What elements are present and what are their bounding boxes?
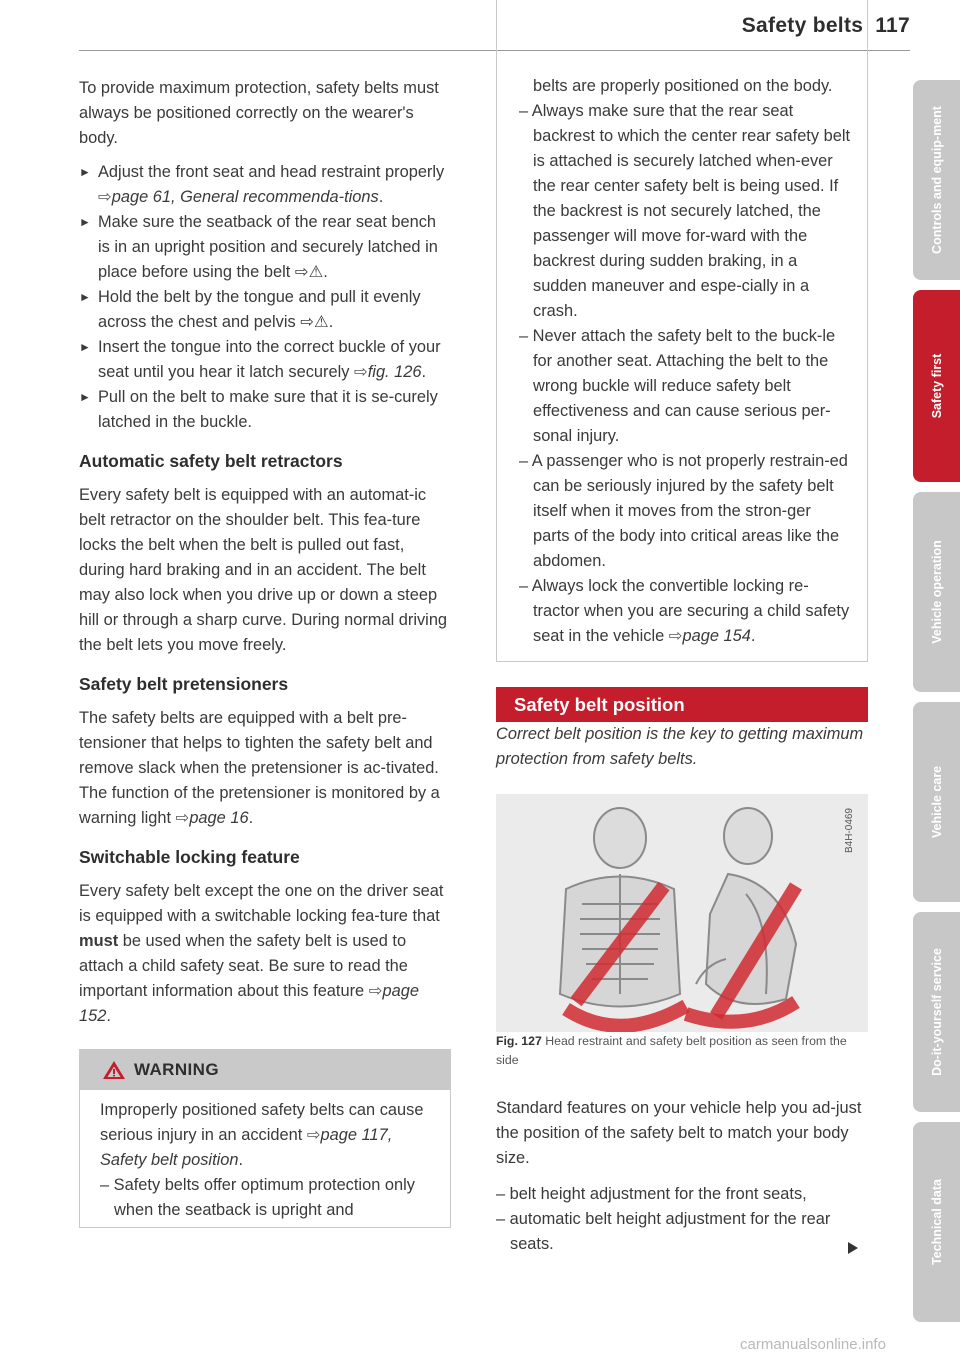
- tab-technical-data[interactable]: Technical data: [913, 1122, 960, 1322]
- triangle-bullet-icon: ►: [79, 165, 91, 179]
- warning-dash-item: – A passenger who is not properly restrain-ed can be seriously injured by the safety belt itself when it moves from the stron-ger parts of the body into critical areas like the abdomen.: [519, 452, 848, 570]
- section-heading-belt-position: Safety belt position: [496, 687, 868, 722]
- figure-caption: Fig. 127 Head restraint and safety belt position as seen from the side: [496, 1034, 847, 1067]
- arrow-icon: ⇨: [175, 809, 190, 827]
- warning-continuation-box: [496, 0, 868, 662]
- heading-retractors: Automatic safety belt retractors: [79, 451, 343, 471]
- tab-vehicle-operation[interactable]: Vehicle operation: [913, 492, 960, 692]
- warning-ref-icon[interactable]: ⚠: [314, 313, 329, 331]
- warning-dash-item: – Always make sure that the rear seat backrest to which the center rear safety belt is attached is securely latched when-ever the rear center safety belt is being used. If the backrest is not securely latched, the passenger will move for-ward with the backrest during sudden braking, in a sudden maneuver and espe-cially in a crash.: [519, 102, 851, 320]
- warning-dash-item: – Always lock the convertible locking re-tractor when you are securing a child safety seat in the vehicle ⇨page 154.: [519, 577, 850, 645]
- watermark: carmanualsonline.info: [740, 1336, 886, 1353]
- list-item: – automatic belt height adjustment for the rear seats.: [496, 1210, 831, 1253]
- triangle-bullet-icon: ►: [79, 340, 91, 354]
- paragraph-pretensioners: The safety belts are equipped with a belt pre-tensioner that helps to tighten the safety belt and remove slack when the pretensioner is ac-tivated. The function of the pretensioner is monitored by a warning light ⇨page 16.: [79, 709, 440, 827]
- left-column: [79, 76, 451, 1228]
- page-link[interactable]: page 16: [189, 809, 249, 827]
- arrow-icon: ⇨: [300, 313, 314, 331]
- warning-header: [80, 1049, 450, 1090]
- tab-vehicle-care[interactable]: Vehicle care: [913, 702, 960, 902]
- tab-controls-and-equipment[interactable]: Controls and equip-ment: [913, 80, 960, 280]
- heading-locking: Switchable locking feature: [79, 847, 300, 867]
- arrow-icon: ⇨: [668, 627, 683, 645]
- arrow-icon: ⇨: [368, 982, 383, 1000]
- right-column: [496, 76, 868, 1257]
- page-link[interactable]: page 154: [682, 627, 751, 645]
- header-section-title: Safety belts: [741, 14, 864, 37]
- list-item: – belt height adjustment for the front seats,: [496, 1185, 807, 1203]
- section-intro: Correct belt position is the key to getting maximum protection from safety belts.: [496, 725, 864, 768]
- belt-position-illustration: [496, 794, 868, 1032]
- bullet-item: ► Make sure the seatback of the rear seat bench is in an upright position and securely latched in place before using the belt ⇨⚠.: [79, 210, 451, 285]
- warning-ref-icon[interactable]: ⚠: [308, 263, 324, 281]
- warning-dash-item: – Safety belts offer optimum protection only when the seatback is upright and: [100, 1176, 415, 1219]
- triangle-bullet-icon: ►: [79, 215, 91, 229]
- figure-id: B4H-0469: [844, 808, 855, 854]
- bullet-item: ► Adjust the front seat and head restraint properly ⇨page 61, General recommenda-tions.: [79, 160, 451, 210]
- heading-pretensioners: Safety belt pretensioners: [79, 674, 289, 694]
- paragraph-retractors: Every safety belt is equipped with an automat-ic belt retractor on the shoulder belt. This fea-ture locks the belt when the belt is pulled out fast, during hard braking and in an accident. The belt may also lock when you drive up or down a steep hill or through a sharp curve. During normal driving the belt lets you move freely.: [79, 486, 448, 654]
- arrow-icon: ⇨: [294, 263, 309, 281]
- tab-do-it-yourself-service[interactable]: Do-it-yourself service: [913, 912, 960, 1112]
- warning-title: WARNING: [134, 1060, 219, 1079]
- warning-triangle-icon: [102, 1060, 126, 1080]
- bullet-item: ► Pull on the belt to make sure that it is se-curely latched in the buckle.: [79, 385, 451, 435]
- bullet-item: ► Hold the belt by the tongue and pull it evenly across the chest and pelvis ⇨⚠.: [79, 285, 451, 335]
- figure-belt-position: [496, 794, 868, 1032]
- arrow-icon: ⇨: [306, 1126, 321, 1144]
- warning-dash-item: – Never attach the safety belt to the buck-le for another seat. Attaching the belt to the wrong buckle will reduce safety belt effectiveness and can cause serious per-sonal injury.: [519, 327, 836, 445]
- arrow-icon: ⇨: [98, 188, 112, 206]
- bullet-item: ► Insert the tongue into the correct buckle of your seat until you hear it latch securely ⇨fig. 126.: [79, 335, 451, 385]
- arrow-icon: ⇨: [354, 363, 368, 381]
- warning-box: [79, 1049, 451, 1228]
- paragraph-locking: Every safety belt except the one on the driver seat is equipped with a switchable locking fea-ture that must be used when the safety belt is used to attach a child safety seat. Be sure to read the important information about this feature ⇨page 152.: [79, 882, 444, 1025]
- figure-link[interactable]: fig. 126: [367, 363, 422, 381]
- page-link[interactable]: page 152: [79, 982, 419, 1025]
- paragraph-standard-features: Standard features on your vehicle help you ad-just the position of the safety belt to match your body size.: [496, 1099, 862, 1167]
- page-link[interactable]: page 117, Safety belt position: [100, 1126, 393, 1169]
- warning-continuation-text: belts are properly positioned on the body.: [533, 77, 833, 95]
- triangle-bullet-icon: ►: [79, 390, 91, 404]
- page-link[interactable]: page 61, General recommenda-tions: [111, 188, 379, 206]
- triangle-bullet-icon: ►: [79, 290, 91, 304]
- continue-arrow-icon: [848, 1242, 858, 1254]
- page-number: 117: [875, 14, 910, 37]
- intro-paragraph: To provide maximum protection, safety belts must always be positioned correctly on the wearer's body.: [79, 79, 439, 147]
- tab-safety-first[interactable]: Safety first: [913, 290, 960, 482]
- warning-body: Improperly positioned safety belts can cause serious injury in an accident ⇨page 117, Safety belt position. – Safety belts offer optimum protection only when the seatback is upright and: [80, 1090, 450, 1227]
